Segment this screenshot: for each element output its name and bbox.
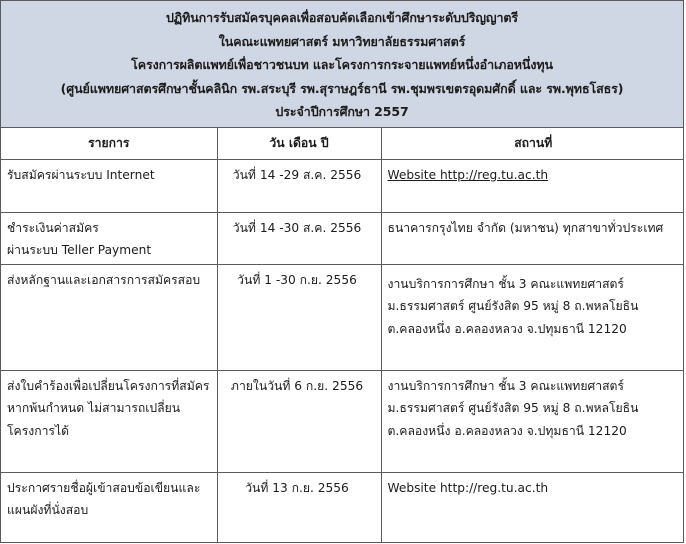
item-cell: [1, 160, 217, 213]
table-row: [1, 213, 684, 265]
place-text: ม.ธรรมศาสตร์ ศูนย์รังสิต 95 หมู่ 8 ถ.พหลโยธิน: [387, 299, 639, 314]
website-link[interactable]: Website http://reg.tu.ac.th: [387, 481, 549, 495]
item-text: ส่งหลักฐานและเอกสารการสมัครสอบ: [7, 273, 201, 287]
place-text: ต.คลองหนึ่ง อ.คลองหลวง จ.ปทุมธานี 12120: [387, 321, 627, 336]
item-cell: [1, 213, 217, 265]
table-header-row: [1, 128, 684, 160]
item-cell: [1, 265, 217, 371]
schedule-table: [1, 128, 684, 543]
header-line-centers: (ศูนย์แพทยศาสตรศึกษาชั้นคลินิก รพ.สระบุรี รพ.สุราษฎร์ธานี รพ.ชุมพรเขตรอุดมศักดิ์ และ รพ.พุทธโสธร): [60, 80, 624, 96]
place-text: ต.คลองหนึ่ง อ.คลองหลวง จ.ปทุมธานี 12120: [387, 423, 627, 438]
item-text: ประกาศรายชื่อผู้เข้าสอบข้อเขียนและ: [7, 481, 201, 495]
place-cell: [381, 265, 684, 371]
table-row: [1, 473, 684, 544]
document-header: [1, 1, 683, 128]
item-text: แผนผังที่นั่งสอบ: [7, 503, 89, 518]
place-cell: [381, 473, 684, 544]
item-text: ส่งใบคำร้องเพื่อเปลี่ยนโครงการที่สมัคร: [7, 379, 210, 393]
table-row: [1, 265, 684, 371]
column-header-place: สถานที่: [381, 128, 684, 160]
item-text: โครงการได้: [7, 423, 70, 438]
table-row: [1, 371, 684, 473]
header-line-title: ปฏิทินการรับสมัครบุคคลเพื่อสอบคัดเลือกเข้าศึกษาระดับปริญญาตรี: [165, 10, 519, 26]
date-cell: วันที่ 14 -30 ส.ค. 2556: [217, 213, 381, 265]
date-cell: ภายในวันที่ 6 ก.ย. 2556: [217, 371, 381, 473]
table-row: [1, 160, 684, 213]
item-text: ผ่านระบบ Teller Payment: [7, 243, 152, 258]
date-cell: วันที่ 1 -30 ก.ย. 2556: [217, 265, 381, 371]
website-link[interactable]: Website http://reg.tu.ac.th: [387, 168, 549, 182]
place-cell: [381, 371, 684, 473]
item-cell: [1, 371, 217, 473]
item-text: รับสมัครผ่านระบบ Internet: [7, 168, 155, 182]
item-text: ชำระเงินค่าสมัคร: [7, 221, 99, 235]
date-cell: วันที่ 13 ก.ย. 2556: [217, 473, 381, 544]
item-text: หากพ้นกำหนด ไม่สามารถเปลี่ยน: [7, 401, 181, 416]
place-cell: [381, 160, 684, 213]
header-line-programs: โครงการผลิตแพทย์เพื่อชาวชนบท และโครงการกระจายแพทย์หนึ่งอำเภอหนึ่งทุน: [131, 57, 553, 73]
place-text: ธนาคารกรุงไทย จำกัด (มหาชน) ทุกสาขาทั่วประเทศ: [387, 221, 664, 235]
date-cell: วันที่ 14 -29 ส.ค. 2556: [217, 160, 381, 213]
column-header-date: วัน เดือน ปี: [217, 128, 381, 160]
place-text: ม.ธรรมศาสตร์ ศูนย์รังสิต 95 หมู่ 8 ถ.พหลโยธิน: [387, 401, 639, 416]
header-line-faculty: ในคณะแพทยศาสตร์ มหาวิทยาลัยธรรมศาสตร์: [218, 33, 466, 49]
place-text: งานบริการการศึกษา ชั้น 3 คณะแพทยศาสตร์: [387, 277, 624, 291]
item-cell: [1, 473, 217, 544]
header-line-year: ประจำปีการศึกษา 2557: [275, 104, 409, 120]
place-cell: [381, 213, 684, 265]
column-header-item: รายการ: [1, 128, 217, 160]
place-text: งานบริการการศึกษา ชั้น 3 คณะแพทยศาสตร์: [387, 379, 624, 393]
